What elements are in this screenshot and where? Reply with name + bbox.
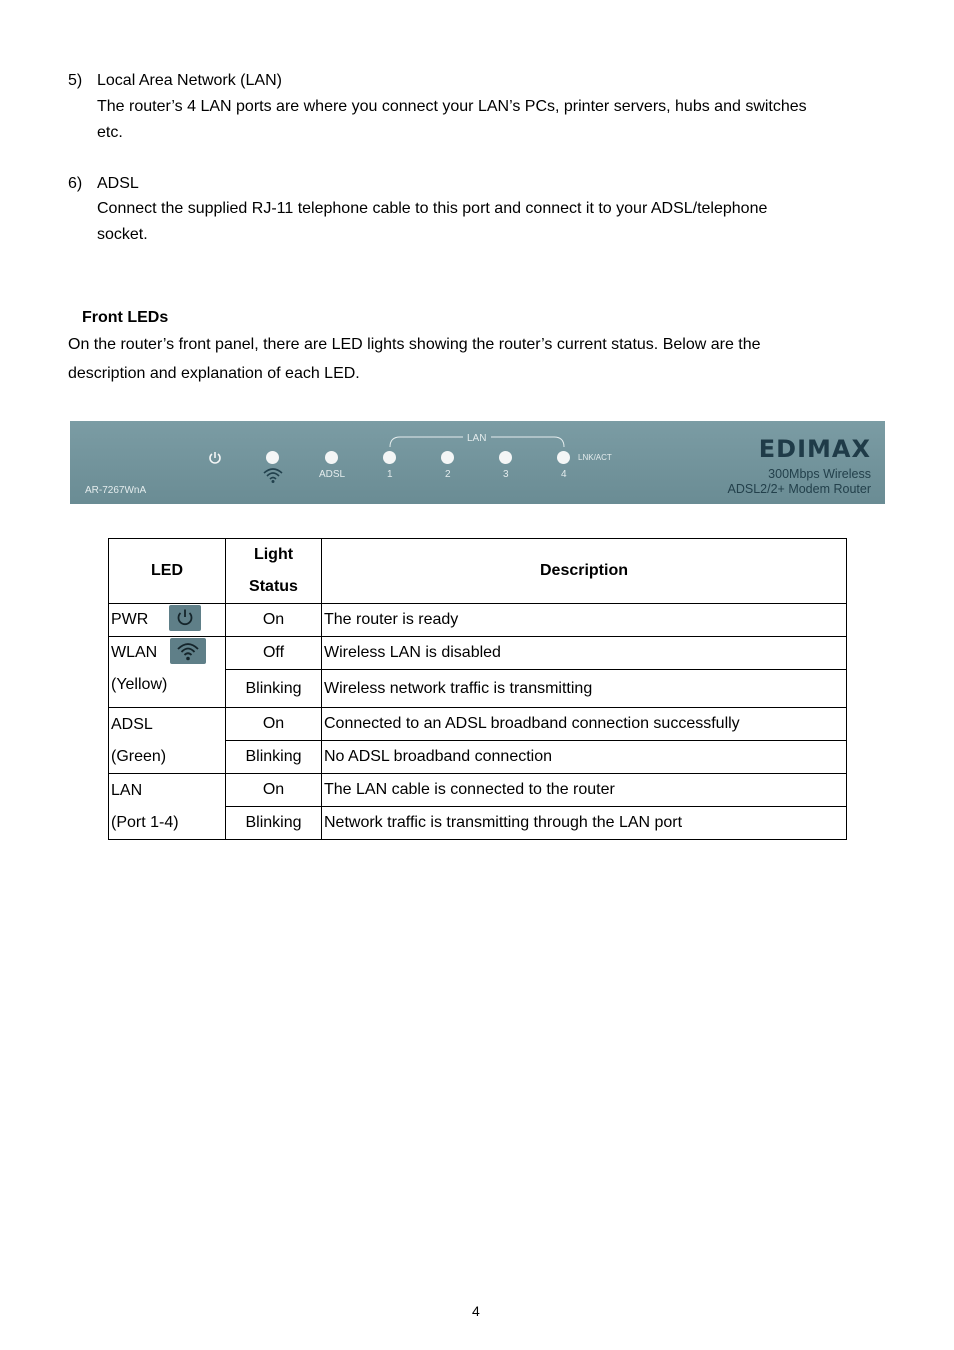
adsl-led — [325, 451, 338, 464]
led-name: WLAN — [111, 644, 158, 661]
lan-led-1 — [383, 451, 396, 464]
led-adsl-cell — [109, 708, 226, 774]
port-label: 3 — [503, 469, 509, 480]
header-description: Description — [322, 539, 847, 604]
status-cell: Off — [226, 637, 322, 670]
lan-led-3 — [499, 451, 512, 464]
table-row — [109, 708, 847, 741]
item-number: 5) — [68, 72, 83, 89]
led-color: (Port 1-4) — [111, 813, 179, 831]
led-color: (Yellow) — [111, 676, 168, 693]
table-row — [109, 637, 847, 670]
item-text: The router’s 4 LAN ports are where you connect your LAN’s PCs, printer servers, hubs and switches — [97, 98, 807, 115]
brand-subtitle: ADSL2/2+ Modem Router — [727, 482, 871, 496]
router-front-panel — [70, 421, 885, 504]
header-light: Light — [253, 546, 294, 563]
led-name-wrap — [111, 637, 223, 669]
led-lan-cell — [109, 774, 226, 840]
wlan-led — [266, 451, 279, 464]
power-icon — [207, 450, 223, 466]
brand-subtitle: 300Mbps Wireless — [768, 467, 871, 481]
description-cell: Wireless network traffic is transmitting — [322, 670, 847, 708]
description-cell: Network traffic is transmitting through the LAN port — [322, 807, 847, 840]
status-cell: On — [226, 774, 322, 807]
status-cell: On — [226, 708, 322, 741]
header-status: Status — [249, 578, 298, 595]
status-cell: Blinking — [226, 741, 322, 774]
section-text: On the router’s front panel, there are LED lights showing the router’s current status. Below are the — [68, 336, 761, 353]
lan-led-4 — [557, 451, 570, 464]
section-text: description and explanation of each LED. — [68, 365, 360, 382]
status-cell: Blinking — [226, 670, 322, 708]
lan-group-label: LAN — [467, 433, 487, 444]
wifi-icon — [170, 638, 206, 664]
description-cell: The router is ready — [322, 604, 847, 637]
page-number: 4 — [472, 1303, 480, 1319]
item-title: ADSL — [97, 175, 139, 192]
led-name: PWR — [111, 611, 149, 629]
led-name: LAN — [111, 781, 143, 799]
port-label: 2 — [445, 469, 451, 480]
port-label: 4 — [561, 469, 567, 480]
section-heading: Front LEDs — [82, 309, 169, 326]
brand-logo: EDIMAX — [758, 435, 871, 463]
description-cell: Wireless LAN is disabled — [322, 637, 847, 670]
table-header-row — [109, 539, 847, 604]
description-cell: No ADSL broadband connection — [322, 741, 847, 774]
led-pwr-cell — [109, 604, 226, 637]
status-cell: On — [226, 604, 322, 637]
item-number: 6) — [68, 175, 83, 192]
description-cell: The LAN cable is connected to the router — [322, 774, 847, 807]
lan-led-2 — [441, 451, 454, 464]
led-table — [108, 538, 847, 840]
port-label: 1 — [387, 469, 393, 480]
led-name: ADSL — [111, 715, 153, 733]
led-wlan-cell — [109, 637, 226, 708]
description-cell: Connected to an ADSL broadband connection successfully — [322, 708, 847, 741]
item-text: Connect the supplied RJ-11 telephone cable to this port and connect it to your ADSL/telephone — [97, 200, 768, 217]
table-row — [109, 774, 847, 807]
wifi-icon — [262, 467, 284, 483]
item-text: etc. — [97, 124, 123, 141]
lnk-act-label: LNK/ACT — [578, 453, 612, 462]
item-text: socket. — [97, 226, 148, 243]
header-led: LED — [109, 539, 226, 604]
item-title: Local Area Network (LAN) — [97, 72, 282, 89]
led-color: (Green) — [111, 747, 167, 765]
table-row — [109, 604, 847, 637]
model-label: AR-7267WnA — [85, 485, 147, 496]
status-cell: Blinking — [226, 807, 322, 840]
power-icon — [169, 605, 201, 631]
header-light-status — [226, 539, 322, 604]
adsl-label: ADSL — [319, 469, 346, 480]
